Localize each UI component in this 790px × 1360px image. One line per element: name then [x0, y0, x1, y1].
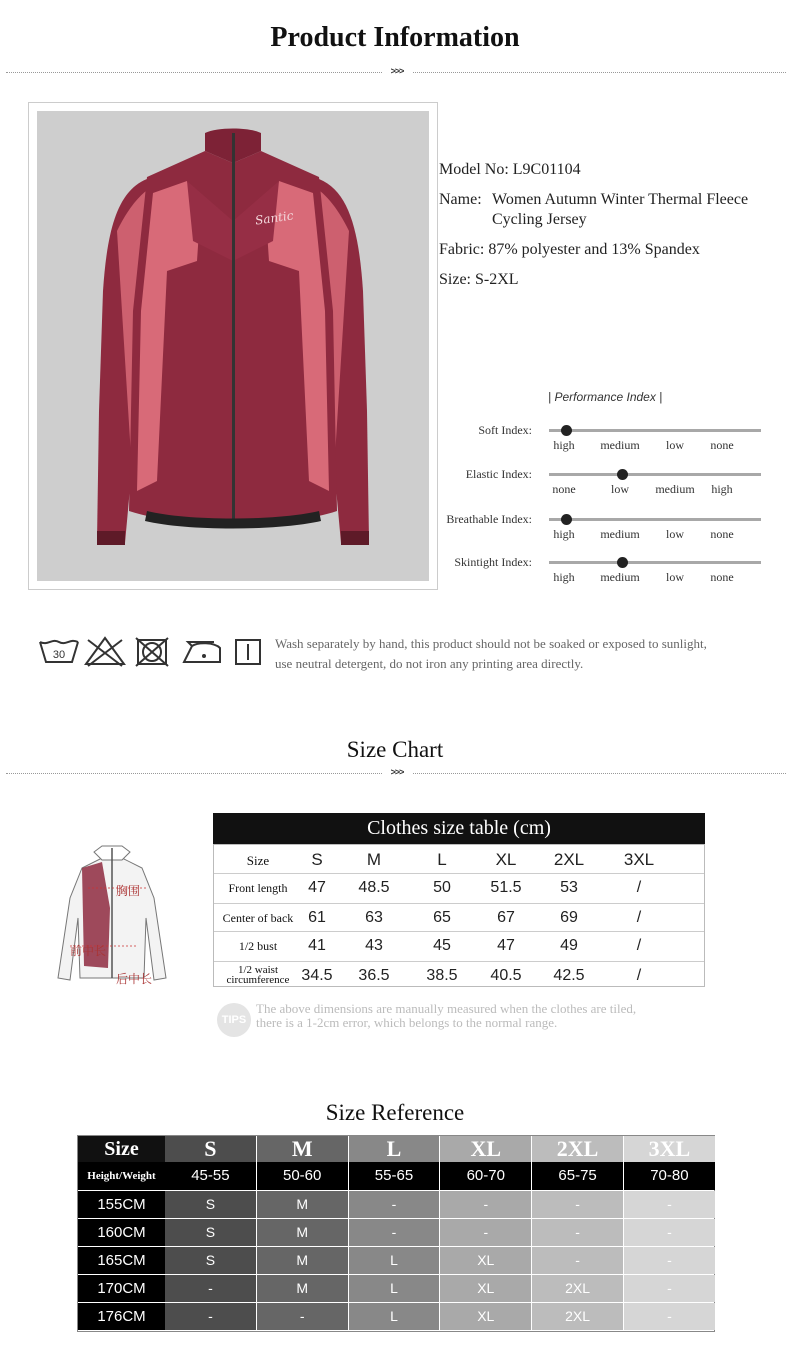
- index-slider-track: [549, 561, 761, 564]
- measurement-value: 42.5: [553, 967, 585, 984]
- size-reference-cell: XL: [440, 1275, 531, 1302]
- size-reference-cell: M: [257, 1247, 348, 1274]
- size-column-header: 3XL: [624, 1136, 715, 1162]
- size-reference-cell: 2XL: [532, 1303, 623, 1330]
- size-reference-cell: S: [165, 1219, 256, 1246]
- height-weight-label: Height/Weight: [78, 1162, 165, 1190]
- size-column-header: 2XL: [532, 1136, 623, 1162]
- size-header-cell: S: [311, 850, 323, 869]
- size-reference-cell: L: [349, 1275, 440, 1302]
- line-dry-icon: [236, 640, 260, 664]
- model-number: Model No: L9C01104: [439, 161, 581, 178]
- index-option-label: low: [666, 438, 684, 452]
- row-divider: [214, 903, 704, 904]
- brand-logo: Santic: [254, 208, 295, 228]
- size-header-cell: 2XL: [553, 850, 585, 869]
- measurement-value: 48.5: [358, 879, 390, 896]
- wash-30-icon: [40, 641, 78, 662]
- measurement-value: 65: [433, 909, 451, 926]
- weight-range-cell: 45-55: [165, 1162, 256, 1190]
- fabric-info: Fabric: 87% polyester and 13% Spandex: [439, 241, 700, 258]
- index-option-label: medium: [655, 482, 695, 496]
- index-slider-knob: [617, 557, 628, 568]
- name-label: Name:: [439, 191, 482, 208]
- measurement-diagram: [48, 838, 178, 988]
- size-reference-cell: -: [165, 1303, 256, 1330]
- size-reference-cell: S: [165, 1247, 256, 1274]
- size-column-header: L: [349, 1136, 440, 1162]
- measurement-label: Center of back: [222, 911, 294, 925]
- size-header-cell: XL: [495, 850, 517, 869]
- height-label: 155CM: [78, 1191, 165, 1218]
- size-reference-cell: XL: [440, 1247, 531, 1274]
- measurement-value: 51.5: [490, 879, 522, 896]
- size-reference-cell: -: [624, 1303, 715, 1330]
- back-length-label: 后中长: [116, 972, 153, 986]
- measurement-label-line: circumference: [226, 974, 290, 986]
- chevron-icon: >>>: [382, 767, 412, 777]
- measurement-value: /: [636, 967, 642, 984]
- size-reference-cell: M: [257, 1219, 348, 1246]
- size-reference-cell: -: [532, 1191, 623, 1218]
- measurement-value: 45: [433, 937, 451, 954]
- size-reference-cell: L: [349, 1303, 440, 1330]
- height-label: 160CM: [78, 1219, 165, 1246]
- size-reference-title: Size Reference: [325, 1100, 465, 1125]
- weight-range-cell: 50-60: [257, 1162, 348, 1190]
- height-label: 170CM: [78, 1275, 165, 1302]
- size-header-cell: M: [366, 850, 382, 869]
- size-reference-cell: -: [165, 1275, 256, 1302]
- index-option-label: high: [553, 527, 575, 541]
- index-option-label: high: [711, 482, 733, 496]
- size-reference-cell: L: [349, 1247, 440, 1274]
- index-option-label: none: [710, 438, 734, 452]
- measurement-value: 69: [560, 909, 578, 926]
- product-photo: [28, 102, 438, 590]
- measurement-label: 1/2 bust: [238, 939, 278, 953]
- weight-range-cell: 70-80: [624, 1162, 715, 1190]
- index-option-label: none: [552, 482, 576, 496]
- size-reference-cell: -: [440, 1191, 531, 1218]
- jersey-image: [37, 111, 429, 581]
- measurement-label-line: 1/2 waist: [237, 964, 279, 976]
- index-option-label: low: [666, 570, 684, 584]
- measurement-value: 49: [560, 937, 578, 954]
- measurement-value: 50: [433, 879, 451, 896]
- measurement-value: 41: [308, 937, 326, 954]
- size-reference-cell: S: [165, 1191, 256, 1218]
- size-reference-cell: -: [624, 1219, 715, 1246]
- no-tumble-dry-icon: [136, 638, 168, 666]
- index-slider-knob: [617, 469, 628, 480]
- size-table-title: Clothes size table (cm): [213, 813, 705, 844]
- measurement-value: /: [636, 909, 642, 926]
- size-reference-cell: -: [624, 1247, 715, 1274]
- index-label: Elastic Index:: [465, 467, 532, 481]
- size-reference-cell: -: [349, 1219, 440, 1246]
- tips-text: The above dimensions are manually measured when the clothes are tiled, there is a 1-2cm error, which belongs to the normal range.: [256, 1001, 637, 1030]
- product-name-line2: Cycling Jersey: [492, 211, 587, 228]
- index-option-label: medium: [600, 438, 640, 452]
- index-option-label: high: [553, 570, 575, 584]
- size-column-header: XL: [440, 1136, 531, 1162]
- weight-range-cell: 65-75: [532, 1162, 623, 1190]
- size-reference-header: Size: [78, 1136, 165, 1162]
- size-reference-cell: -: [532, 1247, 623, 1274]
- index-slider-track: [549, 429, 761, 432]
- measurement-value: /: [636, 937, 642, 954]
- size-header-cell: L: [437, 850, 447, 869]
- size-reference-table: [77, 1135, 715, 1332]
- measurement-value: 40.5: [490, 967, 522, 984]
- size-reference-cell: -: [349, 1191, 440, 1218]
- row-divider: [214, 961, 704, 962]
- performance-index-title: | Performance Index |: [548, 390, 663, 404]
- size-header-cell: 3XL: [623, 850, 655, 869]
- size-reference-cell: -: [440, 1219, 531, 1246]
- index-option-label: medium: [600, 527, 640, 541]
- chest-label: 胸围: [116, 884, 141, 898]
- measurement-value: 63: [365, 909, 383, 926]
- weight-range-cell: 55-65: [349, 1162, 440, 1190]
- svg-text:30: 30: [52, 649, 66, 661]
- height-label: 176CM: [78, 1303, 165, 1330]
- product-name-line1: Women Autumn Winter Thermal Fleece: [492, 191, 749, 208]
- index-option-label: none: [710, 527, 734, 541]
- front-length-label: 前中长: [70, 944, 107, 958]
- measurement-value: 67: [497, 909, 515, 926]
- iron-low-icon: [184, 642, 220, 662]
- size-chart-title: Size Chart: [346, 737, 444, 762]
- size-reference-cell: -: [257, 1303, 348, 1330]
- measurement-value: 47: [497, 937, 515, 954]
- size-reference-cell: M: [257, 1191, 348, 1218]
- index-option-label: medium: [600, 570, 640, 584]
- row-divider: [214, 873, 704, 874]
- height-label: 165CM: [78, 1247, 165, 1274]
- index-label: Skintight Index:: [454, 555, 532, 569]
- tips-badge: TIPS: [217, 1003, 251, 1037]
- size-reference-cell: M: [257, 1275, 348, 1302]
- product-info-title: Product Information: [270, 22, 520, 53]
- index-label: Soft Index:: [478, 423, 532, 437]
- measurement-value: 61: [308, 909, 326, 926]
- clothes-size-table: [213, 844, 705, 987]
- measurement-value: 38.5: [426, 967, 458, 984]
- size-reference-cell: 2XL: [532, 1275, 623, 1302]
- size-reference-cell: -: [532, 1219, 623, 1246]
- size-reference-cell: XL: [440, 1303, 531, 1330]
- index-slider-track: [549, 473, 761, 476]
- size-column-header: S: [165, 1136, 256, 1162]
- measurement-value: 43: [365, 937, 383, 954]
- index-option-label: low: [666, 527, 684, 541]
- measurement-label: Front length: [228, 881, 288, 895]
- measurement-value: 47: [308, 879, 326, 896]
- index-option-label: none: [710, 570, 734, 584]
- measurement-value: /: [636, 879, 642, 896]
- size-reference-cell: -: [624, 1191, 715, 1218]
- care-icons: [38, 636, 268, 668]
- size-column-header: M: [257, 1136, 348, 1162]
- index-slider-knob: [561, 514, 572, 525]
- size-header-label: Size: [246, 853, 270, 868]
- size-range: Size: S-2XL: [439, 271, 519, 288]
- index-label: Breathable Index:: [446, 512, 532, 526]
- size-reference-cell: -: [624, 1275, 715, 1302]
- measurement-value: 36.5: [358, 967, 390, 984]
- chevron-icon: >>>: [382, 66, 412, 76]
- care-instructions: Wash separately by hand, this product should not be soaked or exposed to sunlight, use neutral detergent, do not iron any printing area directly.: [275, 636, 707, 671]
- index-option-label: high: [553, 438, 575, 452]
- row-divider: [214, 931, 704, 932]
- index-slider-knob: [561, 425, 572, 436]
- index-option-label: low: [611, 482, 629, 496]
- index-slider-track: [549, 518, 761, 521]
- no-bleach-icon: [86, 638, 124, 666]
- measurement-value: 34.5: [301, 967, 333, 984]
- weight-range-cell: 60-70: [440, 1162, 531, 1190]
- measurement-value: 53: [560, 879, 578, 896]
